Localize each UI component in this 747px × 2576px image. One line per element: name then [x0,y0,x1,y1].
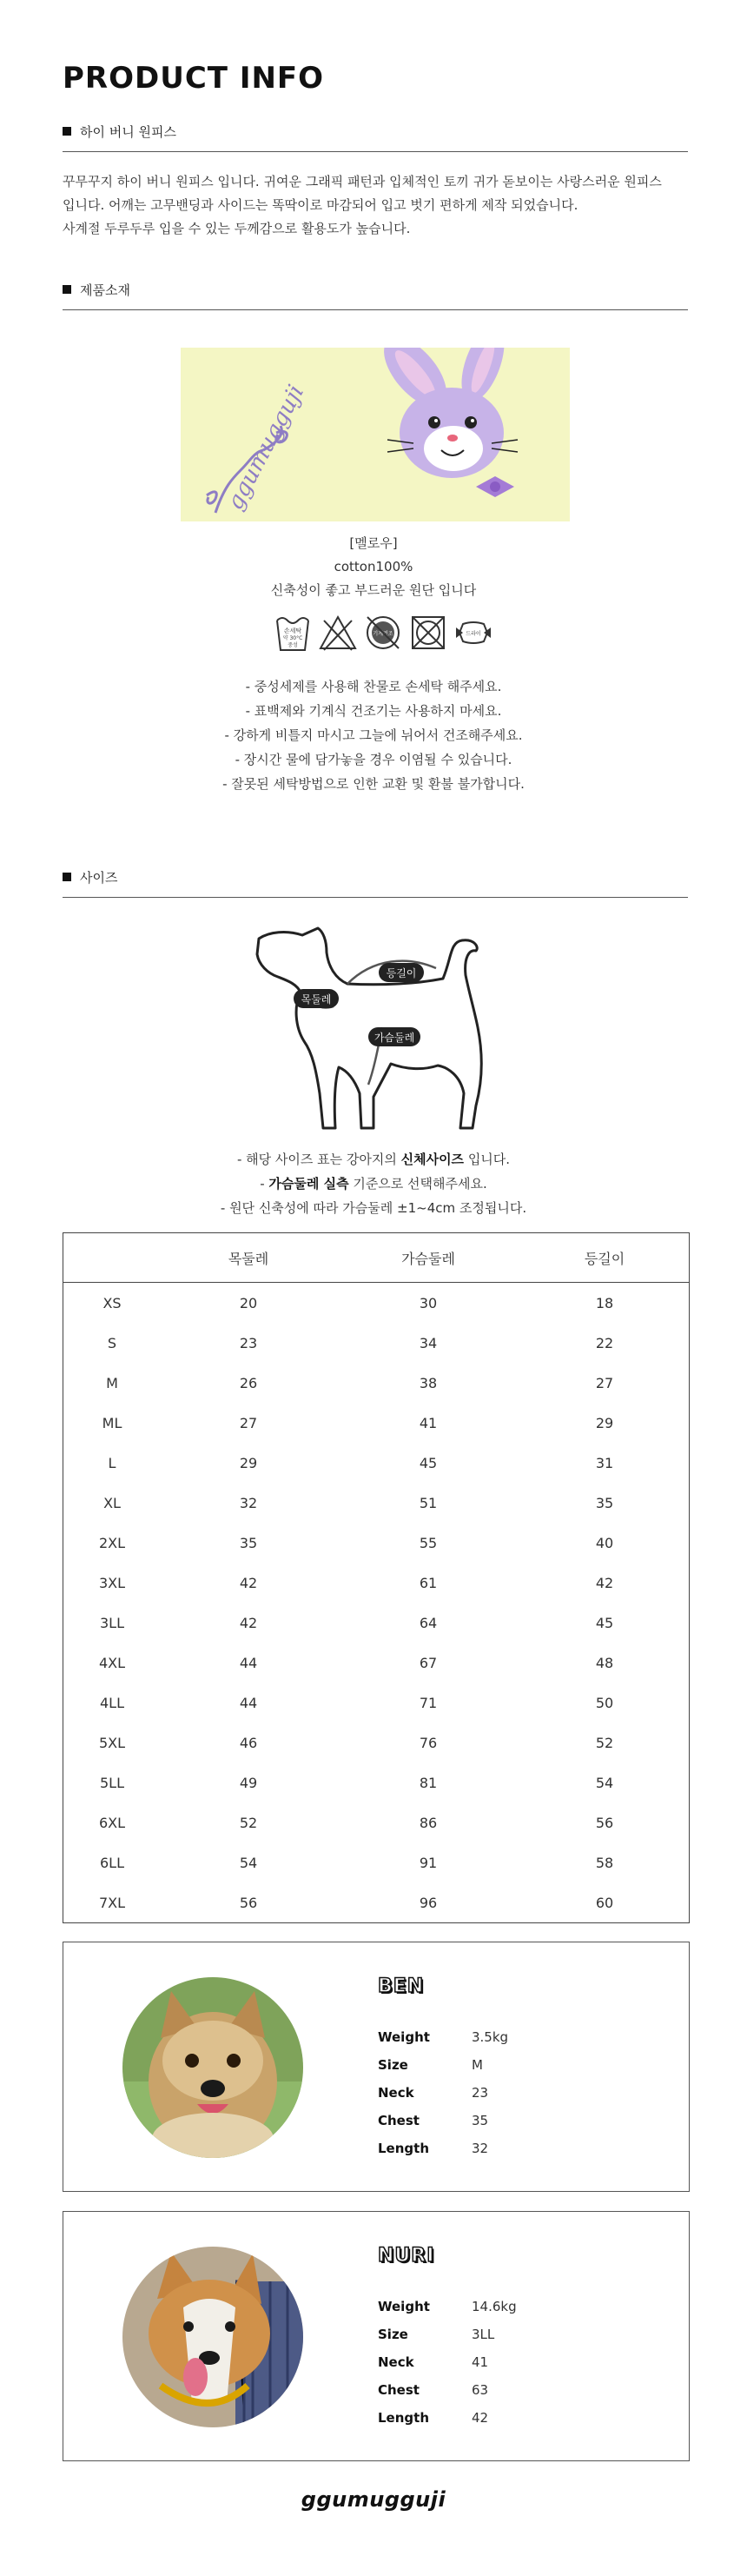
fabric-description: 신축성이 좋고 부드러운 원단 입니다 [270,582,477,598]
measurement-cell: 27 [239,1414,258,1431]
description-line: 사계절 두루두루 입을 수 있는 두께감으로 활용도가 높습니다. [63,221,411,236]
size-label-cell: 4XL [98,1654,126,1671]
measurement-cell: 45 [595,1614,614,1631]
fabric-info [0,532,747,602]
svg-text:중성: 중성 [288,642,298,648]
measurement-cell: 54 [239,1854,258,1871]
size-label-cell: 3LL [99,1614,124,1631]
fabric-swatch-image [181,348,570,521]
size-label-cell: 5XL [98,1734,126,1751]
back-length-label: 등길이 [386,967,417,979]
square-bullet-icon [63,873,71,881]
measurement-cell: 51 [419,1494,438,1511]
measurement-cell: 38 [419,1374,438,1391]
description-line: 꾸무꾸지 하이 버니 원피스 입니다. 귀여운 그래픽 패턴과 입체적인 토끼 귀가 돋보이는 사랑스러운 원피스 [63,174,662,189]
table-row [63,1763,690,1803]
measurement-cell: 52 [595,1734,614,1751]
measurement-cell: 31 [595,1454,614,1471]
measurement-cell: 23 [239,1334,258,1351]
measurement-cell: 42 [595,1574,614,1591]
no-bleach-icon [319,612,357,654]
care-note: - 표백제와 기계식 건조기는 사용하지 마세요. [245,703,502,719]
column-header: 가슴둘레 [336,1233,520,1283]
page-title: PRODUCT INFO [63,61,325,96]
size-note: - 원단 신축성에 따라 가슴둘레 ±1~4cm 조정됩니다. [220,1200,527,1216]
measurement-cell: 42 [239,1614,258,1631]
model-name: NURI [378,2245,435,2267]
measurement-cell: 27 [595,1374,614,1391]
section-label-product: 하이 버니 원피스 [80,124,176,140]
measurement-cell: 49 [239,1774,258,1791]
size-label-cell: S [107,1334,117,1351]
table-header-row [63,1233,690,1283]
section-header-size [63,867,688,898]
size-label-cell: XL [103,1494,121,1511]
measurement-cell: 44 [239,1694,258,1711]
measurement-cell: 46 [239,1734,258,1751]
table-row [63,1363,690,1403]
size-note: - 가슴둘레 실측 기준으로 선택해주세요. [260,1176,487,1192]
spec-row-weight: Weight 14.6kg [378,2299,517,2314]
care-symbols [274,612,491,657]
table-row [63,1842,690,1882]
square-bullet-icon [63,127,71,136]
measurement-cell: 40 [595,1534,614,1551]
model-card-nuri [63,2211,690,2461]
table-row [63,1563,690,1603]
dog-outline [257,928,481,1128]
measurement-cell: 48 [595,1654,614,1671]
model-photo [122,2247,303,2427]
table-row [63,1723,690,1763]
measurement-cell: 67 [419,1654,438,1671]
care-instructions [0,674,747,796]
measurement-cell: 54 [595,1774,614,1791]
brand-logo: ggumugguji [301,2487,446,2512]
spec-row-length: Length 32 [378,2141,489,2156]
table-row [63,1683,690,1723]
measurement-cell: 29 [595,1414,614,1431]
size-notes [0,1147,747,1220]
chest-label: 가슴둘레 [374,1032,415,1044]
table-row [63,1523,690,1563]
section-header-product [63,122,688,152]
care-note: - 중성세제를 사용해 찬물로 손세탁 해주세요. [245,679,502,694]
measurement-cell: 71 [419,1694,438,1711]
table-row [63,1403,690,1443]
size-table [63,1232,690,1923]
spec-row-neck: Neck 23 [378,2085,489,2101]
size-label-cell: XS [102,1294,122,1311]
fabric-color-name: [멜로우] [349,535,398,551]
table-row [63,1483,690,1523]
measurement-cell: 26 [239,1374,258,1391]
measurement-cell: 86 [419,1814,438,1831]
spec-row-chest: Chest 35 [378,2113,489,2128]
no-dry-clean-icon [454,612,492,654]
measurement-cell: 20 [239,1294,258,1311]
size-label-cell: 6LL [99,1854,124,1871]
measurement-cell: 76 [419,1734,438,1751]
square-bullet-icon [63,285,71,294]
table-row [63,1603,690,1643]
svg-text:약 30°C: 약 30°C [282,635,303,641]
measurement-cell: 32 [239,1494,258,1511]
column-header: 목둘레 [161,1233,336,1283]
size-label-cell: M [106,1374,118,1391]
measurement-cell: 30 [419,1294,438,1311]
measurement-cell: 64 [419,1614,438,1631]
table-row [63,1643,690,1683]
table-row [63,1443,690,1483]
section-header-material [63,280,688,310]
pattern-script-text: ggumugguji [221,381,310,515]
measurement-cell: 18 [595,1294,614,1311]
size-label-cell: 5LL [99,1774,124,1791]
measurement-cell: 41 [419,1414,438,1431]
size-note: - 해당 사이즈 표는 강아지의 신체사이즈 입니다. [236,1152,511,1167]
spec-row-weight: Weight 3.5kg [378,2029,509,2045]
model-card-ben [63,1942,690,2192]
measurement-cell: 29 [239,1454,258,1471]
measurement-cell: 58 [595,1854,614,1871]
spec-row-size: Size M [378,2057,483,2073]
size-label-cell: 6XL [98,1814,126,1831]
measurement-cell: 96 [419,1894,438,1911]
column-header: 등길이 [520,1233,690,1283]
size-label-cell: ML [102,1414,122,1431]
table-row [63,1283,690,1324]
size-label-cell: 2XL [98,1534,126,1551]
no-machine-dry-icon [364,612,402,654]
measurement-cell: 35 [239,1534,258,1551]
care-note: - 장시간 물에 담가놓을 경우 이염될 수 있습니다. [235,752,512,767]
care-note: - 강하게 비틀지 마시고 그늘에 뉘어서 건조해주세요. [224,727,523,743]
section-label-material: 제품소재 [80,282,130,298]
fabric-composition: cotton100% [334,559,413,574]
measurement-cell: 81 [419,1774,438,1791]
size-label-cell: L [108,1454,116,1471]
no-tumble-dry-icon [409,612,447,654]
measurement-cell: 44 [239,1654,258,1671]
measurement-cell: 61 [419,1574,438,1591]
table-row [63,1882,690,1923]
size-label-cell: 4LL [99,1694,124,1711]
column-header [63,1233,162,1283]
hand-wash-icon [274,612,312,654]
measurement-cell: 35 [595,1494,614,1511]
svg-text:드라이: 드라이 [466,631,481,637]
spec-row-size: Size 3LL [378,2327,495,2342]
model-photo [122,1977,303,2158]
care-note: - 잘못된 세탁방법으로 인한 교환 및 환불 불가합니다. [222,776,525,792]
table-row [63,1323,690,1363]
product-description [63,170,697,241]
size-label-cell: 3XL [98,1574,126,1591]
measurement-cell: 42 [239,1574,258,1591]
dog-measurement-diagram [252,923,512,1135]
svg-text:기계건조: 기계건조 [373,631,393,637]
measurement-cell: 56 [595,1814,614,1831]
measurement-cell: 56 [239,1894,258,1911]
spec-row-neck: Neck 41 [378,2354,489,2370]
size-label-cell: 7XL [98,1894,126,1911]
measurement-cell: 34 [419,1334,438,1351]
svg-text:손세탁: 손세탁 [283,627,302,634]
measurement-cell: 50 [595,1694,614,1711]
spec-row-length: Length 42 [378,2410,489,2426]
spec-row-chest: Chest 63 [378,2382,489,2398]
section-label-size: 사이즈 [80,870,118,886]
measurement-cell: 55 [419,1534,438,1551]
measurement-cell: 45 [419,1454,438,1471]
measurement-cell: 60 [595,1894,614,1911]
measurement-cell: 52 [239,1814,258,1831]
model-name: BEN [378,1975,425,1997]
description-line: 입니다. 어깨는 고무밴딩과 사이드는 똑딱이로 마감되어 입고 벗기 편하게 제작 되었습니다. [63,197,578,213]
neck-label: 목둘레 [301,993,332,1006]
fabric-pattern-svg [181,348,570,521]
table-row [63,1803,690,1842]
measurement-cell: 22 [595,1334,614,1351]
measurement-cell: 91 [419,1854,438,1871]
